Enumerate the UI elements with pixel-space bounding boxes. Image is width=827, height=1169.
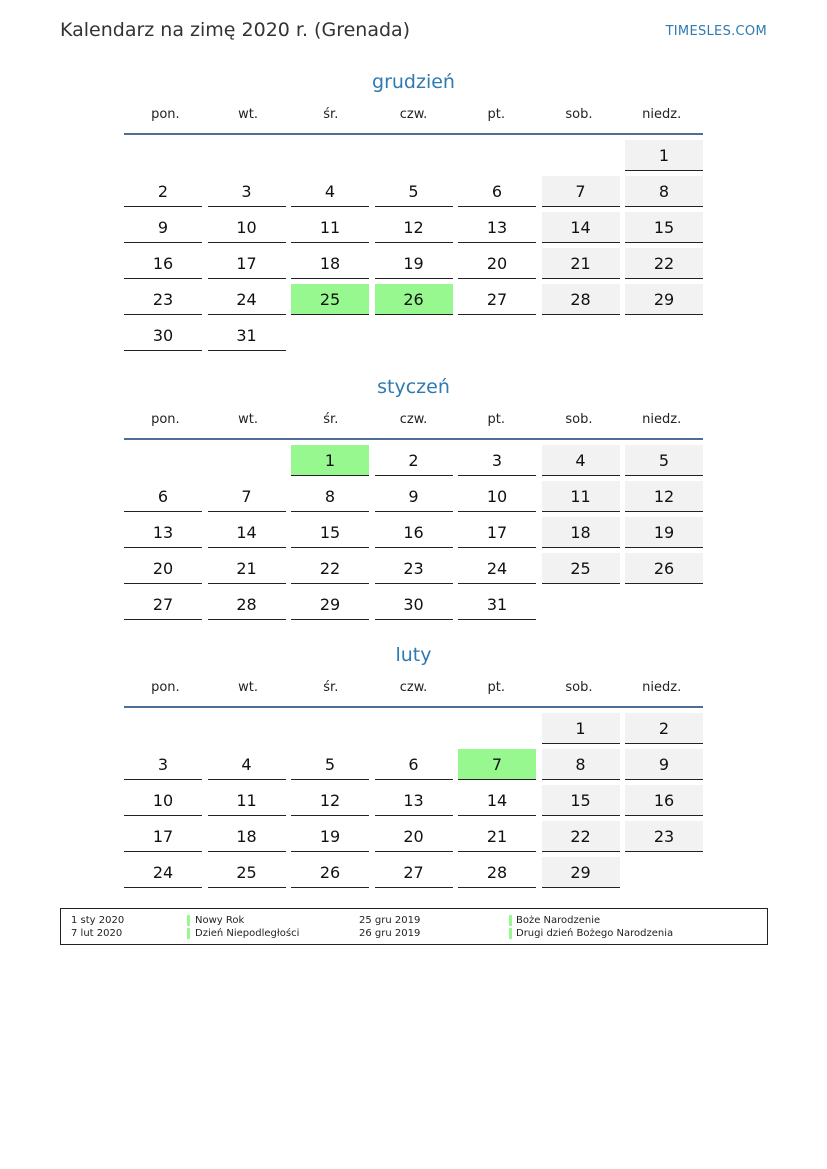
- day-cell: 7: [208, 481, 286, 512]
- day-cell: 31: [208, 320, 286, 351]
- weekday-label: śr.: [323, 412, 339, 427]
- day-grid: [124, 140, 703, 351]
- day-cell: 19: [375, 248, 453, 279]
- day-grid: [124, 713, 703, 888]
- day-cell: 23: [124, 284, 202, 315]
- day-cell: 5: [291, 749, 369, 780]
- weekday-label: czw.: [399, 680, 428, 695]
- day-cell: 10: [124, 785, 202, 816]
- holiday-marker-icon: [509, 928, 512, 939]
- weekday-label: śr.: [323, 107, 339, 122]
- day-cell: 16: [124, 248, 202, 279]
- weekday-label: wt.: [238, 107, 259, 122]
- legend-row: [61, 914, 767, 927]
- month-title: grudzień: [372, 71, 455, 93]
- day-grid: [124, 445, 703, 620]
- day-cell: 24: [124, 857, 202, 888]
- day-cell: 19: [625, 517, 703, 548]
- empty-cell: [291, 713, 369, 744]
- day-cell: 23: [625, 821, 703, 852]
- weekday-header: [124, 402, 703, 440]
- day-cell: 19: [291, 821, 369, 852]
- day-cell: 25: [208, 857, 286, 888]
- page-title: Kalendarz na zimę 2020 r. (Grenada): [60, 19, 411, 41]
- day-cell: 31: [458, 589, 536, 620]
- day-cell: 22: [625, 248, 703, 279]
- day-cell: 14: [458, 785, 536, 816]
- weekday-label: pon.: [151, 107, 180, 122]
- day-cell: 15: [542, 785, 620, 816]
- day-cell: 22: [542, 821, 620, 852]
- day-cell: 10: [458, 481, 536, 512]
- day-cell: 5: [625, 445, 703, 476]
- holiday-marker-icon: [187, 915, 190, 926]
- day-cell: 6: [375, 749, 453, 780]
- day-cell: 26: [291, 857, 369, 888]
- weekday-label: pon.: [151, 680, 180, 695]
- legend-holiday-name: Boże Narodzenie: [516, 915, 601, 926]
- empty-cell: [208, 140, 286, 171]
- day-cell: 3: [124, 749, 202, 780]
- day-cell: 18: [542, 517, 620, 548]
- day-cell: 15: [625, 212, 703, 243]
- day-cell: 27: [375, 857, 453, 888]
- empty-cell: [542, 140, 620, 171]
- day-cell: 13: [458, 212, 536, 243]
- weekday-label: pt.: [487, 107, 505, 122]
- day-cell: 1: [625, 140, 703, 171]
- day-cell: 2: [124, 176, 202, 207]
- day-cell: 11: [208, 785, 286, 816]
- day-cell: 30: [375, 589, 453, 620]
- legend-date: 25 gru 2019: [359, 915, 421, 926]
- day-cell: 21: [542, 248, 620, 279]
- day-cell: 26: [625, 553, 703, 584]
- day-cell: 9: [375, 481, 453, 512]
- day-cell: 20: [458, 248, 536, 279]
- day-cell: 28: [208, 589, 286, 620]
- day-cell: 4: [542, 445, 620, 476]
- day-cell: 21: [208, 553, 286, 584]
- day-cell: 25: [542, 553, 620, 584]
- day-cell: 29: [625, 284, 703, 315]
- empty-cell: [458, 140, 536, 171]
- legend-holiday-name: Drugi dzień Bożego Narodzenia: [516, 928, 674, 939]
- day-cell: 24: [458, 553, 536, 584]
- day-cell: 9: [625, 749, 703, 780]
- weekday-label: sob.: [565, 412, 593, 427]
- weekday-label: czw.: [399, 412, 428, 427]
- month-block: [124, 372, 703, 620]
- day-cell: 16: [625, 785, 703, 816]
- day-cell: 5: [375, 176, 453, 207]
- empty-cell: [291, 140, 369, 171]
- day-cell: 27: [124, 589, 202, 620]
- empty-cell: [375, 140, 453, 171]
- weekday-header: [124, 97, 703, 135]
- empty-cell: [208, 713, 286, 744]
- weekday-label: śr.: [323, 680, 339, 695]
- day-cell: 4: [291, 176, 369, 207]
- weekday-label: niedz.: [642, 412, 682, 427]
- day-cell: 8: [542, 749, 620, 780]
- day-cell: 29: [291, 589, 369, 620]
- day-cell: 28: [458, 857, 536, 888]
- day-cell: 9: [124, 212, 202, 243]
- empty-cell: [208, 445, 286, 476]
- day-cell: 12: [291, 785, 369, 816]
- day-cell: 21: [458, 821, 536, 852]
- day-cell: 18: [291, 248, 369, 279]
- day-cell: 6: [124, 481, 202, 512]
- day-cell: 10: [208, 212, 286, 243]
- month-title: styczeń: [377, 376, 450, 398]
- day-cell: 11: [542, 481, 620, 512]
- legend-date: 7 lut 2020: [71, 928, 123, 939]
- weekday-label: sob.: [565, 680, 593, 695]
- legend-date: 26 gru 2019: [359, 928, 421, 939]
- day-cell: 6: [458, 176, 536, 207]
- day-cell: 1: [291, 445, 369, 476]
- month-block: [124, 67, 703, 351]
- day-cell: 8: [291, 481, 369, 512]
- weekday-label: sob.: [565, 107, 593, 122]
- legend-holiday-name: Dzień Niepodległości: [195, 928, 300, 939]
- day-cell: 24: [208, 284, 286, 315]
- day-cell: 25: [291, 284, 369, 315]
- day-cell: 7: [458, 749, 536, 780]
- day-cell: 8: [625, 176, 703, 207]
- weekday-label: pt.: [487, 680, 505, 695]
- day-cell: 20: [124, 553, 202, 584]
- day-cell: 23: [375, 553, 453, 584]
- empty-cell: [458, 713, 536, 744]
- day-cell: 12: [375, 212, 453, 243]
- day-cell: 20: [375, 821, 453, 852]
- empty-cell: [375, 713, 453, 744]
- day-cell: 15: [291, 517, 369, 548]
- day-cell: 14: [208, 517, 286, 548]
- holiday-legend: [60, 908, 768, 945]
- weekday-label: czw.: [399, 107, 428, 122]
- day-cell: 30: [124, 320, 202, 351]
- holiday-marker-icon: [509, 915, 512, 926]
- weekday-label: pt.: [487, 412, 505, 427]
- day-cell: 1: [542, 713, 620, 744]
- day-cell: 28: [542, 284, 620, 315]
- day-cell: 7: [542, 176, 620, 207]
- day-cell: 12: [625, 481, 703, 512]
- day-cell: 17: [208, 248, 286, 279]
- day-cell: 3: [458, 445, 536, 476]
- day-cell: 26: [375, 284, 453, 315]
- day-cell: 11: [291, 212, 369, 243]
- empty-cell: [124, 713, 202, 744]
- day-cell: 14: [542, 212, 620, 243]
- day-cell: 29: [542, 857, 620, 888]
- day-cell: 17: [124, 821, 202, 852]
- weekday-label: niedz.: [642, 680, 682, 695]
- day-cell: 22: [291, 553, 369, 584]
- site-link[interactable]: TIMESLES.COM: [665, 24, 767, 39]
- day-cell: 2: [625, 713, 703, 744]
- empty-cell: [124, 445, 202, 476]
- day-cell: 16: [375, 517, 453, 548]
- legend-holiday-name: Nowy Rok: [195, 915, 245, 926]
- weekday-header: [124, 670, 703, 708]
- holiday-marker-icon: [187, 928, 190, 939]
- weekday-label: pon.: [151, 412, 180, 427]
- weekday-label: wt.: [238, 680, 259, 695]
- day-cell: 13: [375, 785, 453, 816]
- legend-date: 1 sty 2020: [71, 915, 125, 926]
- day-cell: 27: [458, 284, 536, 315]
- weekday-label: niedz.: [642, 107, 682, 122]
- month-title: luty: [395, 644, 432, 666]
- day-cell: 2: [375, 445, 453, 476]
- day-cell: 3: [208, 176, 286, 207]
- legend-row: [61, 927, 767, 940]
- day-cell: 17: [458, 517, 536, 548]
- weekday-label: wt.: [238, 412, 259, 427]
- day-cell: 4: [208, 749, 286, 780]
- month-block: [124, 640, 703, 888]
- empty-cell: [124, 140, 202, 171]
- day-cell: 18: [208, 821, 286, 852]
- day-cell: 13: [124, 517, 202, 548]
